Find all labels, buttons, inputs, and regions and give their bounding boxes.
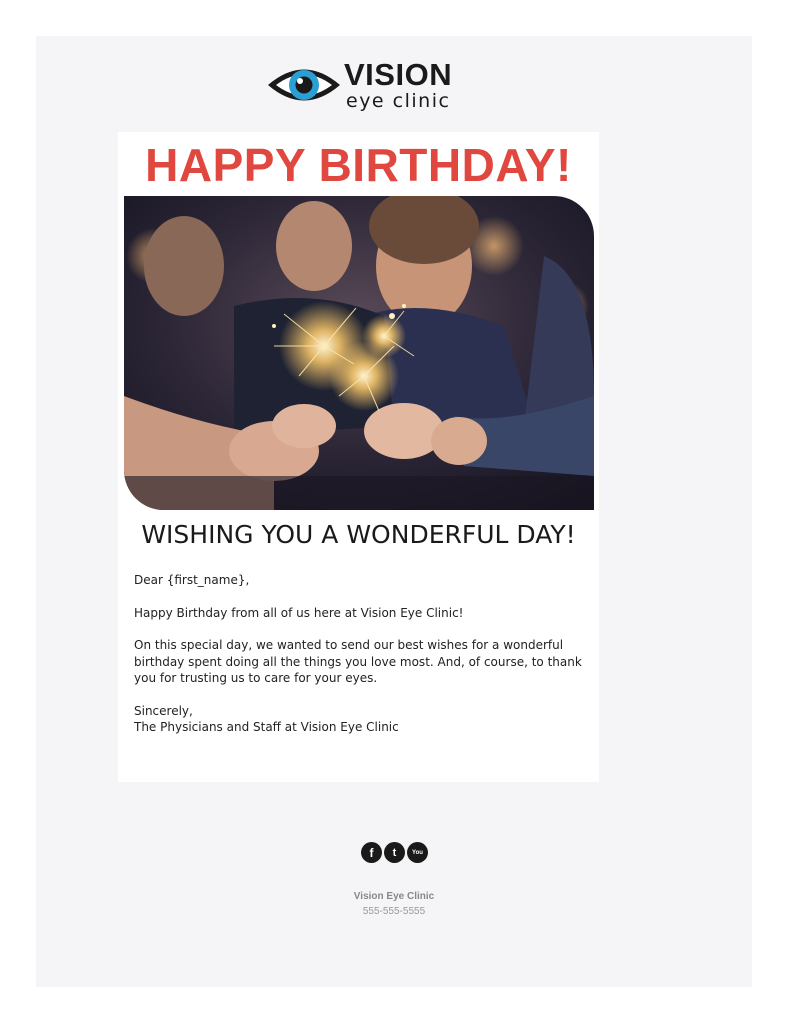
signature: The Physicians and Staff at Vision Eye Clinic [134, 720, 399, 734]
closing: Sincerely, [134, 703, 193, 718]
headline: HAPPY BIRTHDAY! [145, 139, 572, 191]
greeting: Dear {first_name}, [134, 573, 250, 587]
eye-icon [266, 62, 342, 108]
message-line-2: On this special day, we wanted to send our best wishes for a wonderful birthday spent doing all the things you love most. And, of course, to thank you for trusting us to care for your eyes. [134, 638, 582, 685]
brand-subname: eye clinic [346, 90, 451, 112]
social-links [361, 842, 431, 864]
message-body [134, 572, 584, 752]
brand-name: VISION [344, 57, 453, 92]
footer-phone: 555-555-5555 [362, 906, 426, 917]
message-line-1: Happy Birthday from all of us here at Vision Eye Clinic! [134, 605, 464, 620]
email-card [118, 132, 599, 782]
clinic-logo[interactable] [266, 57, 456, 116]
footer-clinic-name: Vision Eye Clinic [353, 891, 435, 902]
hero-image [124, 196, 594, 510]
facebook-icon[interactable]: f [361, 842, 382, 863]
youtube-icon[interactable]: You [407, 842, 428, 863]
subheadline: WISHING YOU A WONDERFUL DAY! [141, 520, 576, 549]
twitter-icon[interactable]: t [384, 842, 405, 863]
